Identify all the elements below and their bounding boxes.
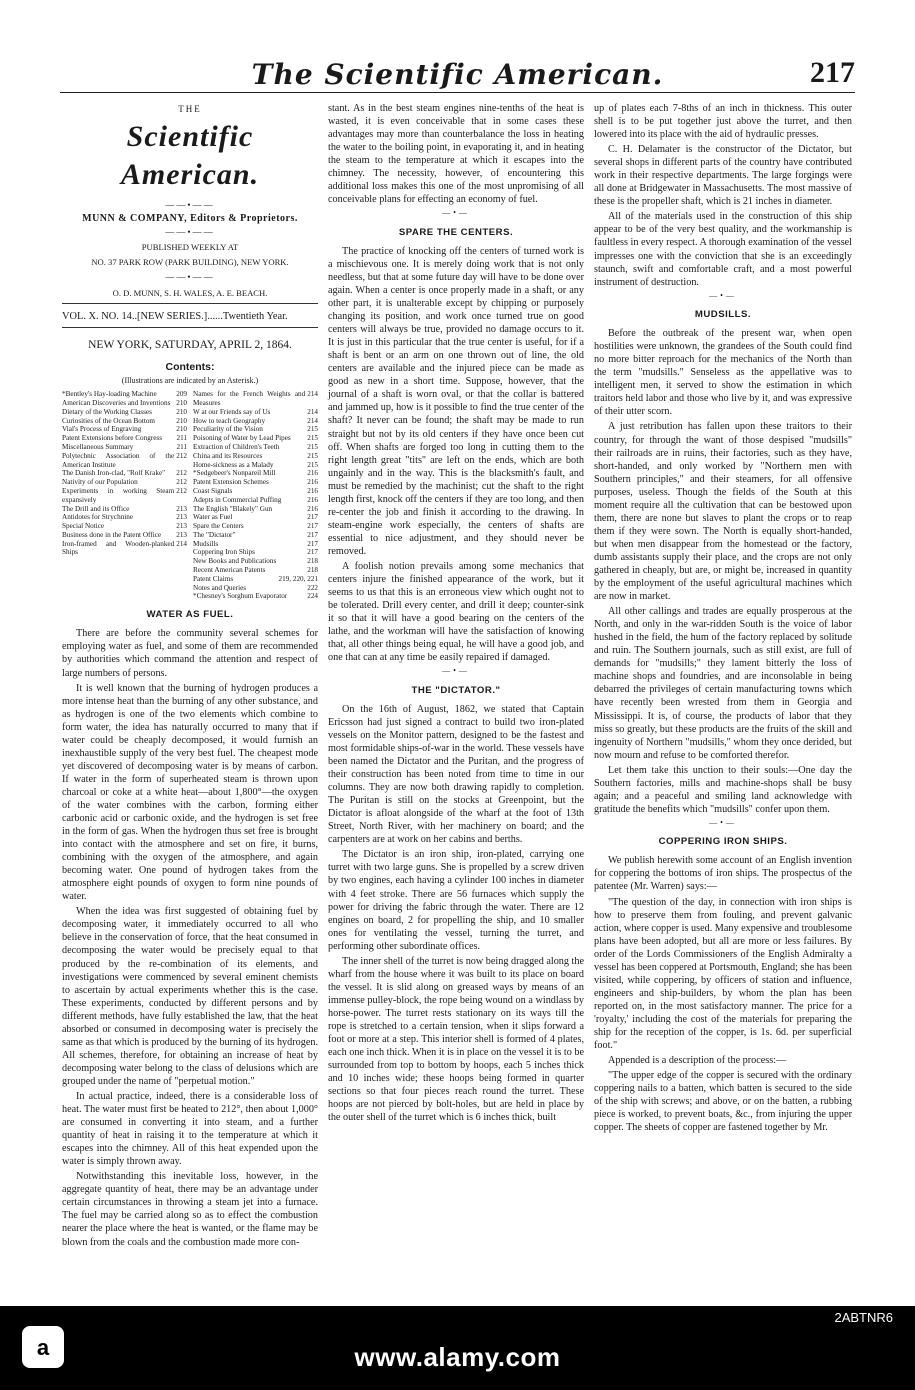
ornament-divider: ——•—— [165, 272, 215, 283]
ornament-divider: —•— [442, 208, 470, 218]
toc-entry [193, 566, 318, 575]
stock-id: 2ABTNR6 [834, 1310, 893, 1325]
toc-entry [62, 408, 187, 417]
toc-entry-page: 216 [307, 486, 318, 495]
toc-entry-title: Patent Claims [193, 574, 234, 583]
toc-entry-page: 215 [307, 460, 318, 469]
article-water-as-fuel [62, 627, 318, 1248]
toc-entry [62, 540, 187, 558]
toc-entry [193, 513, 318, 522]
toc-entry [193, 452, 318, 461]
toc-entry-title: American Discoveries and Inventions [62, 399, 171, 408]
toc-entry-title: Experiments in working Steam expansively [62, 486, 175, 504]
paragraph: All of the materials used in the construction of this ship appear to be of the very best quality, and the workmanship is faultless in every respect. A thorough examination of the vessel impresses one with the conviction that she is an exceedingly staunch, swift and comfortable craft, and a most powerful instrument of destruction. [594, 211, 853, 288]
toc-entry-page: 212 [176, 478, 187, 487]
paragraph: up of plates each 7-8ths of an inch in thickness. This outer shell is to be put together just above the turret, and then lowered into its place with the aid of hydraulic presses. [594, 103, 852, 141]
table-of-contents [62, 390, 318, 601]
masthead-title: Scientific American. [120, 119, 260, 191]
editors-line: O. D. MUNN, S. H. WALES, A. E. BEACH. [112, 287, 268, 298]
toc-entry-page: 212 [176, 469, 187, 478]
paragraph: Before the outbreak of the present war, when open hostilities were unknown, the grandees of the South could find no more bitter reproach for the mechanics of the North than the term "mudsills." Senseless as the appellative was to intelligent men, it served to show the estimation in which traitors held labor and those who live by it, and was expressive of their utter scorn. [594, 328, 852, 418]
toc-entry [193, 390, 318, 408]
toc-entry-page: 214 [176, 539, 187, 548]
paragraph: When the idea was first suggested of obtaining fuel by decomposing water, it immediately occurred to all who believe in the conservation of force, that the heat consumed in decomposing the water would be precisely equal to that produced by the re-combination of its elements, and investigations were commenced by several eminent chemists to ascertain by actual experiments whether this is the case. These experiments, conducted by different persons and by different methods, have fully established the law, that the heat absorbed or consumed in decomposing water is precisely the same as that which is produced by the burning of its hydrogen. All schemes, therefore, for obtaining an increase of heat by decomposing water belong to the class of delusions which are grouped under the name of "perpetual motion." [62, 906, 318, 1087]
paragraph: In actual practice, indeed, there is a considerable loss of heat. The water must first be heated to 212°, then about 1,000° are consumed in converting it into steam, and a further quantity of heat in raising it to the temperature at which it escapes into the chimney. All of this heat expended upon the water is simply thrown away. [62, 1091, 318, 1168]
toc-entry [193, 408, 318, 417]
toc-entry-title: Patent Extensions before Congress [62, 434, 163, 443]
toc-entry-page: 211 [176, 443, 187, 452]
toc-entry-title: Dietary of the Working Classes [62, 407, 152, 416]
svg-text:a: a [36, 1335, 50, 1360]
toc-entry-title: Recent American Patents [193, 565, 266, 574]
toc-right-column [193, 390, 318, 601]
toc-entry [193, 584, 318, 593]
toc-entry [62, 399, 187, 408]
contents-note: (Illustrations are indicated by an Asterisk.) [121, 376, 259, 386]
toc-entry-title: Iron-framed and Wooden-planked Ships [62, 539, 175, 557]
toc-entry-title: The Drill and its Office [62, 504, 130, 513]
toc-entry-title: *Chesney's Sorghum Evaporator [193, 592, 288, 601]
toc-entry-page: 217 [307, 548, 318, 557]
article-spare-the-centers [328, 245, 584, 665]
toc-entry [193, 417, 318, 426]
dateline: NEW YORK, SATURDAY, APRIL 2, 1864. [88, 338, 292, 351]
toc-left-column [62, 390, 187, 601]
toc-entry [62, 390, 187, 399]
toc-entry-page: 216 [307, 504, 318, 513]
toc-entry-title: Poisoning of Water by Lead Pipes [193, 434, 291, 443]
toc-entry-page: 210 [176, 407, 187, 416]
toc-entry-page: 215 [307, 443, 318, 452]
toc-entry-title: Special Notice [62, 522, 105, 531]
toc-entry-title: How to teach Geography [193, 416, 266, 425]
toc-entry-title: Miscellaneous Summary [62, 443, 134, 452]
published-weekly: PUBLISHED WEEKLY AT [141, 242, 239, 253]
toc-entry-page: 213 [176, 513, 187, 522]
toc-entry [62, 417, 187, 426]
toc-entry-title: Polytechnic Association of the American Institute [62, 451, 175, 469]
toc-entry [62, 487, 187, 505]
toc-entry [62, 443, 187, 452]
paragraph: "The question of the day, in connection with iron ships is how to preserve them from fouling, and prevent galvanic action, where copper is used. Many expensive and troublesome plans have been adopted, but all are more or less failures. By order of the Lords Commissioners of the English Admiralty a vessel has been coppered at Portsmouth, England; she has been visited, while coppering, by officers of station and influence, engineers and ship-builders, by whom the plan has been reported on, in the most satisfactory manner. The price for a 'royalty,' including the cost of the materials for preparing the ship for the reception of the copper, is 1s. 6d. per superficial foot." [594, 896, 853, 1052]
toc-entry [193, 548, 318, 557]
toc-entry-page: 215 [307, 425, 318, 434]
toc-entry-title: *Sedgebeer's Nonpareil Mill [193, 469, 276, 478]
divider [62, 303, 318, 304]
toc-entry-page: 210 [176, 399, 187, 408]
paragraph: Let them take this unction to their souls:—One day the Southern factories, mills and machine-shops shall be busy again; and a peaceful and smiling land acknowledge with gratitude the benefits which "mudsills" confer upon them. [594, 764, 852, 815]
toc-entry-title: Notes and Queries [193, 583, 247, 592]
toc-entry [193, 443, 318, 452]
toc-entry-title: W at our Friends say of Us [193, 407, 271, 416]
section-title-water-as-fuel: WATER AS FUEL. [146, 609, 234, 621]
alamy-url: www.alamy.com [354, 1342, 561, 1372]
toc-entry-title: Water as Fuel [193, 513, 233, 522]
toc-entry [62, 434, 187, 443]
divider [62, 327, 318, 328]
toc-entry-title: Names for the French Weights and Measures [193, 390, 306, 408]
toc-entry-page: 210 [176, 425, 187, 434]
toc-entry-title: Adepts in Commercial Puffing [193, 495, 282, 504]
toc-entry-page: 219, 220, 221 [278, 574, 318, 583]
toc-entry-title: Spare the Centers [193, 522, 244, 531]
toc-entry [193, 540, 318, 549]
ornament-divider: —•— [709, 290, 737, 300]
article-dictator [328, 703, 584, 1125]
column-3 [594, 102, 852, 1136]
toc-entry [193, 522, 318, 531]
toc-entry-page: 218 [307, 565, 318, 574]
toc-entry-page: 215 [307, 434, 318, 443]
paragraph: Notwithstanding this inevitable loss, however, in the aggregate quantity of heat, there may be an advantage under certain circumstances in throwing a steam jet into a furnace. The fuel may be carried along so as to effect the combustion nearer the place where the heat is wanted, or the flame may be blown from the coals and the combustion made more con- [62, 1171, 318, 1248]
paragraph: There are before the community several schemes for employing water as fuel, and some of them are recommended by authorities which command the attention and respect of large numbers of persons. [62, 628, 318, 679]
paragraph: The practice of knocking off the centers of turned work is a mischievous one. It is merely doing work that is not only needless, but that at some future day will have to be done over again. When a center is once properly made in a shaft, or any other part, it is unalterable except by chipping or purposely changing its position, and work once turned true on good centers will always be true, provided no damage occurs to it. It is just in this particular that the true center is useful, for if a shaft is bent or an arm on one thrown out of line, the old centers are available and the injured piece can be made as good as new in a short time. Suppose, however, that the journal of a shaft is worn oval, or that the collar is battered and jammed up, how is it possible to find the true center of the shaft? It never can be found; the shaft may be made to run straight but not by its old centers if they have once been cut off. When shafts are forged too long in cutting them to the right length great "tits" are left on the ends, which are both ungainly and in the way. This is the blacksmith's fault, and must be remedied by the machinist; cut the shaft to the right length first, knock off the centers if they are too long, and then re-center the job and finish it according to the drawing. In steam-engine work especially, the centers of shafts are essential to nice adjustment, and they should never be removed. [328, 245, 584, 557]
toc-entry-page: 217 [307, 539, 318, 548]
toc-entry [193, 496, 318, 505]
toc-entry-page: 218 [307, 557, 318, 566]
toc-entry-title: *Bentley's Hay-loading Machine [62, 390, 157, 399]
toc-entry-page: 216 [307, 469, 318, 478]
toc-entry [62, 531, 187, 540]
section-title-dictator: THE "DICTATOR." [411, 684, 501, 696]
ornament-divider: ——•—— [165, 226, 215, 237]
toc-entry-page: 216 [307, 478, 318, 487]
toc-entry-title: Curiosities of the Ocean Bottom [62, 416, 156, 425]
volume-line: VOL. X. NO. 14..[NEW SERIES.]......Twentieth Year. [62, 310, 288, 322]
toc-entry-title: Antidotes for Strychnine [62, 513, 134, 522]
toc-entry-page: 217 [307, 513, 318, 522]
toc-entry-page: 214 [307, 416, 318, 425]
watermark-bar [0, 1306, 915, 1390]
toc-entry [62, 469, 187, 478]
toc-entry-title: Business done in the Patent Office [62, 530, 162, 539]
paragraph: Appended is a description of the process:— [608, 1055, 787, 1067]
toc-entry-page: 210 [176, 416, 187, 425]
toc-entry-page: 212 [176, 451, 187, 460]
toc-entry [62, 522, 187, 531]
toc-entry-title: China and its Resources [193, 451, 263, 460]
toc-entry-title: New Books and Publications [193, 557, 277, 566]
toc-entry [62, 505, 187, 514]
toc-entry-title: Nativity of our Population [62, 478, 138, 487]
ornament-divider: ——•—— [165, 200, 215, 211]
toc-entry-page: 214 [307, 390, 318, 399]
paragraph: On the 16th of August, 1862, we stated that Captain Ericsson had just signed a contract to build two iron-plated vessels on the Monitor pattern, designed to be the fastest and most formidable ships-of-war in the world. These vessels have been named the Dictator and the Puritan, and the progress of their construction has been noted from time to time in our columns. They are now both drawing rapidly to completion. The Puritan is still on the stocks at Greenpoint, but the Dictator is afloat alongside of the wharf at the foot of 13th Street, North River, with her machinery on board; and the carpenters are at work on her cabins and berths. [328, 703, 584, 846]
toc-entry-page: 217 [307, 530, 318, 539]
toc-entry [193, 592, 318, 601]
toc-entry-title: The Danish Iron-clad, "Rolf Krake" [62, 469, 166, 478]
masthead-the: THE [178, 104, 202, 114]
toc-entry-page: 217 [307, 522, 318, 531]
ornament-divider: —•— [442, 666, 470, 676]
toc-entry [62, 452, 187, 470]
toc-entry [193, 461, 318, 470]
header-rule [60, 92, 855, 93]
column-2 [328, 102, 584, 1126]
section-title-spare-the-centers: SPARE THE CENTERS. [398, 226, 514, 238]
toc-entry-title: Mudsills [193, 539, 219, 548]
paragraph: stant. As in the best steam engines nine-tenths of the heat is wasted, it is even conceivable that in some cases these advantages may more than counterbalance the loss in heating the water to the boiling point, in evaporating it, and in heating the steam to the temperature at which it escapes into the chimney. The necessity, however, of encountering this additional loss makes this one of the most unpromising of all conceivable plans for effecting an economy of fuel. [328, 103, 584, 206]
publishers-line: MUNN & COMPANY, Editors & Proprietors. [82, 212, 298, 224]
ornament-divider: —•— [709, 817, 737, 827]
article-coppering-iron-ships [594, 854, 852, 1134]
toc-entry-title: Vial's Process of Engraving [62, 425, 142, 434]
toc-entry [193, 434, 318, 443]
toc-entry [193, 478, 318, 487]
toc-entry [62, 513, 187, 522]
column-1 [62, 102, 318, 1251]
toc-entry-title: Patent Extension Schemes [193, 478, 269, 487]
toc-entry-page: 215 [307, 451, 318, 460]
paragraph: The inner shell of the turret is now being dragged along the wharf from the house where it was built to its place on board the vessel. It is slid along on greased ways by means of an immense pulley-block, the rope being wound on a windlass by horse-power. The turret rests stationary on its ways till the rope is stretched to a certain tension, when it slips forward a foot or more at a step. This interior shell is formed of 4 plates, each one inch thick. When it is in place on the vessel it is to be surrounded from top to bottom by hoops, each 5 inches thick and 10 inches wide; these hoops being formed in quarter sections so that four pieces reach round the turret. These hoops are not pierced by bolt-holes, but are held in place by the outer shell of the turret which is 6 inches thick, built [328, 955, 584, 1124]
page-number: 217 [810, 56, 855, 89]
toc-entry-page: 213 [176, 522, 187, 531]
paragraph: A just retribution has fallen upon these traitors to their country, for through the want of those despised "mudsills" their railroads are in ruins, their factories, such as they have, short-handed, and only worked by "Northern men with Southern principles," and their steamers, for all offensive purposes, useless. Though the fields of the South at this moment require all the cultivation that can be bestowed upon them, there are none but slaves to plant the crops or to reap them if they were sown. The North is equally short-handed, but when men disappear from the homestead or the factory, dumb assistants supply their place, and the crops are not only gathered in cheaply, but are, or might be, increased in quantity by the employment of the useful agricultural machines which are now in market. [594, 421, 852, 603]
contents-heading: Contents: [165, 360, 215, 373]
toc-entry-title: The English "Blakely" Gun [193, 504, 273, 513]
paragraph: It is well known that the burning of hydrogen produces a more intense heat than the burning of any other substance, and as hydrogen is one of the two elements which combine to form water, the idea has naturally occurred to many that if water could be cheaply decomposed, it would furnish an inexhaustible supply of the very best fuel. The cheapest mode yet discovered of decomposing water is by means of carbon. If water in the form of superheated steam is thrown upon charcoal or coke at a white heat—about 1,800°—the oxygen of the water combines with the carbon, forming either carbonic acid or carbonic oxide, and the hydrogen is set free in the form of gas. When the hydrogen thus set free is brought into contact with the atmosphere and set on fire, it burns, combining with the oxygen of the atmosphere, and again becoming water. One pound of hydrogen takes from the atmosphere eight pounds of oxygen to form nine pounds of water. [62, 682, 318, 903]
toc-entry [193, 469, 318, 478]
toc-entry-title: Coast Signals [193, 486, 233, 495]
toc-entry-page: 222 [307, 583, 318, 592]
toc-entry-title: Coppering Iron Ships [193, 548, 255, 557]
toc-entry-title: Peculiarity of the Vision [193, 425, 263, 434]
toc-entry-page: 213 [176, 504, 187, 513]
toc-entry [193, 575, 318, 584]
toc-entry-title: Home-sickness as a Malady [193, 460, 274, 469]
section-title-coppering: COPPERING IRON SHIPS. [658, 836, 788, 848]
toc-entry [193, 425, 318, 434]
toc-entry-page: 216 [307, 495, 318, 504]
toc-entry-page: 211 [176, 434, 187, 443]
paragraph: We publish herewith some account of an English invention for coppering the bottoms of iron ships. The prospectus of the patentee (Mr. Warren) says:— [594, 855, 852, 893]
toc-entry [193, 557, 318, 566]
running-header-title: The Scientific American. [251, 58, 664, 91]
toc-entry-page: 214 [307, 407, 318, 416]
toc-entry [62, 425, 187, 434]
toc-entry-page: 212 [176, 486, 187, 495]
toc-entry-page: 224 [307, 592, 318, 601]
section-title-mudsills: MUDSILLS. [694, 308, 752, 320]
toc-entry [193, 487, 318, 496]
paragraph: The Dictator is an iron ship, iron-plated, carrying one turret with two large guns. She is propelled by a screw driven by two engines, each having a cylinder 100 inches in diameter with 4 feet stroke. There are 56 furnaces which supply the power for driving the fabric through the water. There are 12 engines on board, 2 for propelling the ship, and 10 smaller ones for ventilating the vessel, turning the turret, and performing other subordinate offices. [328, 849, 584, 952]
toc-entry-page: 213 [176, 530, 187, 539]
article-dictator-continued [594, 102, 852, 289]
toc-entry-page: 209 [176, 390, 187, 399]
toc-entry [62, 478, 187, 487]
paragraph: All other callings and trades are equally prosperous at the North, and only in the war-ridden South is the voice of labor hushed in the field, the hum of the factory replaced by solitude and ruin. The Southern journals, such as still exist, are full of demands for "mudsills;" they lament bitterly the loss of machine shops and foundries, and are inconsolable in being debarred the privileges of certain manufacturing towns which have recently been wrested from them in Georgia and Mississippi. It is, of course, the products of labor that they miss so greatly, but these products are the fruits of the skill and ingenuity of Northern "mudsills," whom they once derided, but now mourn and refuse to be comforted therefor. [594, 606, 852, 761]
toc-entry-title: The "Dictator" [193, 530, 236, 539]
publisher-address: NO. 37 PARK ROW (PARK BUILDING), NEW YORK. [91, 257, 289, 268]
paragraph: C. H. Delamater is the constructor of the Dictator, but several shops in different parts of the country have contributed work in their respective departments. The large forgings were all done at Bridgewater in Massachusetts. The most massive of these is the propeller shaft, which is 21 inches in diameter. [594, 144, 852, 208]
toc-entry-title: Extraction of Children's Teeth [193, 443, 280, 452]
paragraph: A foolish notion prevails among some mechanics that centers injure the finished appearance of the work, but it seems to us that this is an erroneous view which ought not to be tolerated. Drill every center, and drill it deep; counter-sink it so that it will have a good bearing on the centers of the lathe, and the workman will have the satisfaction of knowing that, all other things being equal, he will have a good job, and one that can at any time be easily repaired if damaged. [328, 561, 584, 664]
toc-entry [193, 531, 318, 540]
paragraph: "The upper edge of the copper is secured with the ordinary coppering nails to a batten, which batten is secured to the side of the ship with screws; and above, or on the batten, a rubbing piece is worked, to prevent boats, &c., from injuring the upper copper. The sheets of copper are fastened together by Mr. [594, 1070, 852, 1134]
toc-entry [193, 505, 318, 514]
article-mudsills [594, 327, 852, 816]
